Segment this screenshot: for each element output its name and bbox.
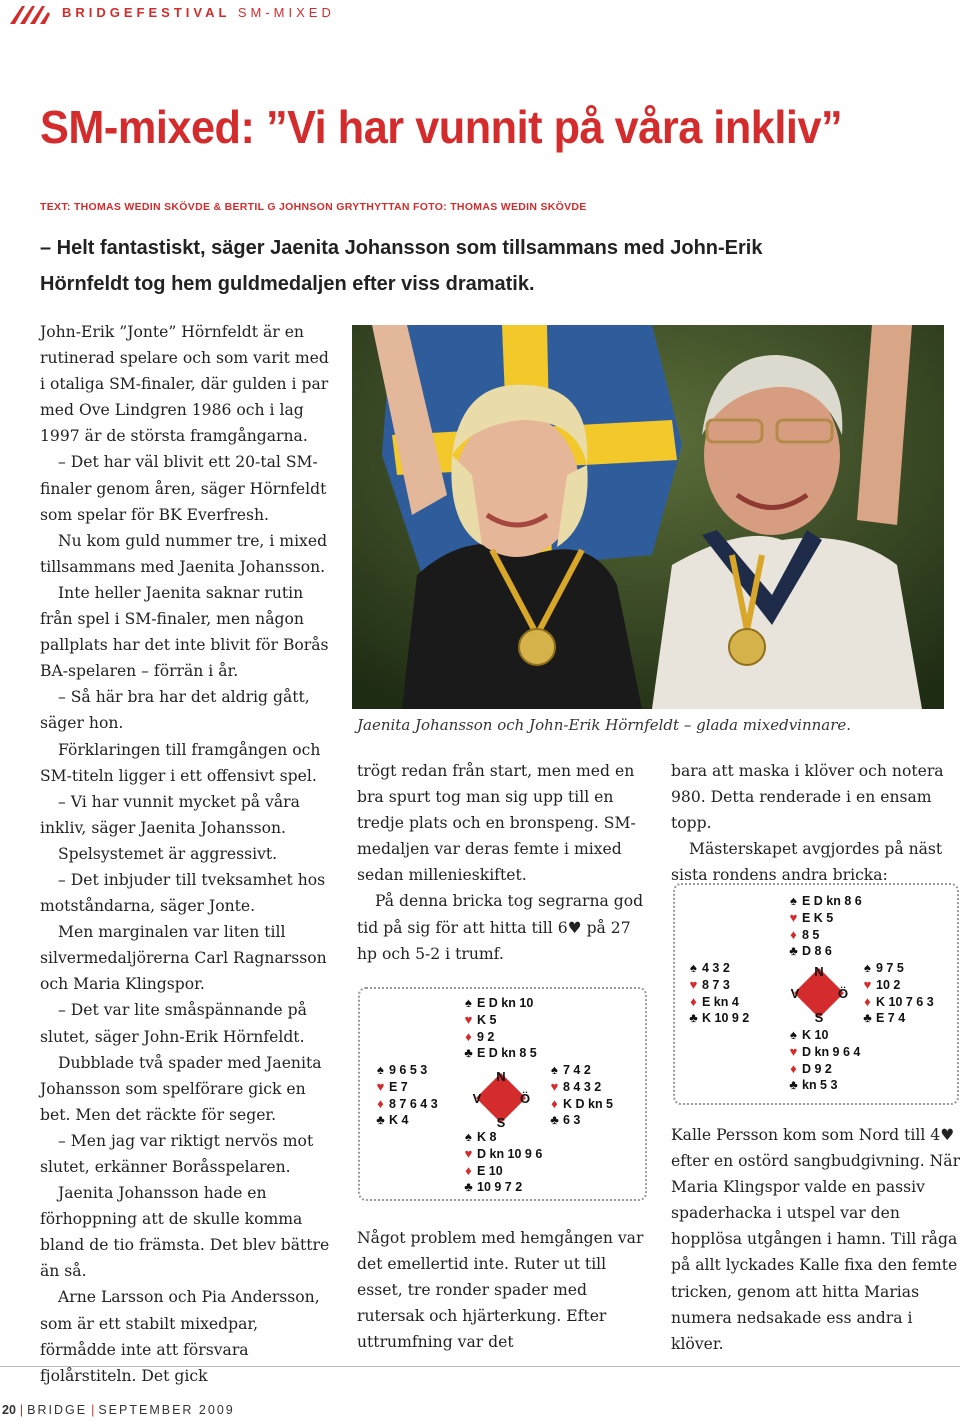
compass-north: N [496, 1069, 506, 1084]
compass-east: Ö [519, 1091, 531, 1106]
hand-north [785, 893, 862, 960]
paragraph: Spelsystemet är aggressivt. [58, 844, 278, 863]
paragraph: Men marginalen var liten till silvermedaljörerna Carl Ragnarsson och Maria Klingspor. [40, 923, 327, 994]
hand-south [785, 1027, 860, 1094]
cards-diamonds: D 9 2 [802, 1061, 832, 1076]
club-icon: ♣ [464, 1179, 473, 1195]
paragraph: John-Erik ”Jonte” Hörnfeldt är en rutinerad spelare och som varit med i otaliga SM-finaler, där gulden i par med Ove Lindgren 1986 och i lag 1997 är de största framgångarna. [40, 323, 329, 446]
cards-spades: 4 3 2 [702, 961, 730, 975]
cards-clubs: E D kn 8 5 [477, 1046, 537, 1061]
compass-east: Ö [837, 986, 849, 1001]
cards-clubs: E 7 4 [876, 1011, 906, 1026]
cards-spades: E D kn 10 [477, 996, 534, 1010]
paragraph: Mästerskapet avgjordes på näst sista rondens andra bricka: [671, 840, 943, 885]
footer-separator: | [19, 1403, 24, 1417]
diamond-icon: ♦ [465, 1162, 472, 1178]
cards-diamonds: 8 5 [802, 927, 820, 942]
cards-spades: K 8 [477, 1130, 497, 1144]
hand-south [460, 1129, 542, 1196]
paragraph: Dubblade två spader med Jaenita Johansson som spelförare gick en bet. Men det räckte för seger. [40, 1053, 322, 1124]
compass-south: S [496, 1115, 506, 1129]
diamond-icon: ♦ [465, 1028, 472, 1044]
section-name: BRIDGEFESTIVAL [62, 5, 231, 20]
hand-west [685, 960, 749, 1027]
cards-diamonds: 8 7 6 4 3 [389, 1096, 438, 1111]
paragraph: Jaenita Johansson hade en förhoppning att de skulle komma bland de tio främsta. Det blev bättre än så. [40, 1184, 330, 1281]
cards-diamonds: K 10 7 6 3 [876, 994, 934, 1009]
photo-illustration [352, 325, 944, 709]
cards-spades: E D kn 8 6 [802, 894, 862, 908]
body-column-1 [40, 319, 334, 1389]
cards-clubs: 6 3 [563, 1113, 581, 1128]
cards-clubs: kn 5 3 [802, 1078, 838, 1093]
photo-caption: Jaenita Johansson och John-Erik Hörnfeldt – glada mixedvinnare. [357, 716, 852, 734]
cards-hearts: 8 7 3 [702, 977, 730, 992]
spade-icon: ♠ [864, 960, 871, 975]
spade-icon: ♠ [465, 1129, 472, 1144]
paragraph: Kalle Persson kom som Nord till 4♥ efter en ostörd sangbudgivning. När Maria Klingspor valde en passiv spaderhacka i utspel var den hopplösa utgången i hamn. Till råga på allt lyckades Kalle fixa den femte tricken, genom att hitta Marias numera nedsakade ess andra i klöver. [671, 1126, 960, 1353]
issue-date: SEPTEMBER 2009 [98, 1403, 235, 1417]
paragraph: bara att maska i klöver och notera 980. Detta renderade i en ensam topp. [671, 762, 944, 833]
compass-west: V [790, 986, 800, 1001]
footer-separator: | [91, 1403, 95, 1417]
section-subname: SM-MIXED [237, 5, 335, 20]
club-icon: ♣ [863, 1010, 872, 1026]
paragraph: Nu kom guld nummer tre, i mixed tillsammans med Jaenita Johansson. [40, 531, 328, 576]
paragraph: – Det har väl blivit ett 20-tal SM-finaler genom åren, säger Hörnfeldt som spelar för BK Everfresh. [40, 453, 327, 524]
diamond-icon: ♦ [790, 926, 797, 942]
article-ingress: – Helt fantastiskt, säger Jaenita Johansson som tillsammans med John-Erik Hörnfeldt tog hem guldmedaljen efter viss dramatik. [40, 237, 763, 295]
cards-spades: 9 7 5 [876, 961, 904, 975]
footer-divider [0, 1366, 960, 1367]
club-icon: ♣ [689, 1010, 698, 1026]
page-number: 20 [2, 1403, 16, 1417]
club-icon: ♣ [464, 1045, 473, 1061]
cards-spades: 9 6 5 3 [389, 1063, 428, 1077]
paragraph: Inte heller Jaenita saknar rutin från spel i SM-finaler, men någon pallplats har det inte blivit för Borås BA-spelaren – förrän i år. [40, 583, 329, 681]
cards-hearts: E K 5 [802, 910, 834, 925]
paragraph: – Så här bra har det aldrig gått, säger hon. [40, 688, 310, 733]
cards-clubs: K 4 [389, 1113, 409, 1128]
article-title: SM-mixed: ”Vi har vunnit på våra inkliv” [40, 101, 843, 153]
cards-hearts: D kn 9 6 4 [802, 1044, 861, 1059]
body-column-3-continued [671, 1122, 960, 1357]
club-icon: ♣ [376, 1112, 385, 1128]
cards-diamonds: K D kn 5 [563, 1096, 614, 1111]
diamond-icon: ♦ [790, 1060, 797, 1076]
hand-east [859, 960, 934, 1027]
bridge-deal-1 [358, 987, 647, 1201]
cards-hearts: 8 4 3 2 [563, 1079, 602, 1094]
heart-icon: ♥ [464, 1011, 473, 1027]
spade-icon: ♠ [790, 1027, 797, 1042]
cards-diamonds: E 10 [477, 1163, 503, 1178]
spade-icon: ♠ [551, 1062, 558, 1077]
cards-diamonds: E kn 4 [702, 994, 739, 1009]
compass-south: S [814, 1010, 824, 1024]
spade-icon: ♠ [377, 1062, 384, 1077]
cards-hearts: E 7 [389, 1079, 408, 1094]
page-footer [2, 1403, 235, 1417]
heart-icon: ♥ [550, 1078, 559, 1094]
paragraph: trögt redan från start, men med en bra spurt tog man sig upp till en tredje plats och en bronspeng. SM-medaljen var deras femte i mixed sedan millenieskiftet. [357, 762, 636, 885]
cards-clubs: K 10 9 2 [702, 1011, 750, 1026]
cards-spades: 7 4 2 [563, 1063, 591, 1077]
paragraph: Arne Larsson och Pia Andersson, som är ett stabilt mixedpar, förmådde inte att försvara fjolårstiteln. Det gick [40, 1288, 320, 1385]
club-icon: ♣ [789, 943, 798, 959]
paragraph: – Men jag var riktigt nervös mot slutet, erkänner Boråsspelaren. [40, 1131, 314, 1176]
heart-icon: ♥ [789, 909, 798, 925]
hand-west [372, 1062, 438, 1129]
spade-icon: ♠ [465, 995, 472, 1010]
paragraph: Förklaringen till framgången och SM-titeln ligger i ett offensivt spel. [40, 740, 321, 785]
spade-icon: ♠ [690, 960, 697, 975]
body-column-2-continued [357, 1225, 649, 1355]
diamond-icon: ♦ [377, 1095, 384, 1111]
cards-hearts: 10 2 [876, 977, 901, 992]
hand-north [460, 995, 537, 1062]
cards-clubs: 10 9 7 2 [477, 1180, 523, 1195]
compass-west: V [472, 1091, 482, 1106]
club-icon: ♣ [550, 1112, 559, 1128]
spade-icon: ♠ [790, 893, 797, 908]
diamond-icon: ♦ [864, 993, 871, 1009]
magazine-name: BRIDGE [27, 1403, 88, 1417]
body-column-3 [671, 758, 960, 888]
compass-north: N [814, 964, 824, 979]
paragraph: Något problem med hemgången var det emellertid inte. Ruter ut till esset, tre ronder spader med rutersak och hjärterkung. Efter uttrumfning var det [357, 1229, 644, 1352]
bridge-deal-2 [673, 883, 959, 1105]
heart-icon: ♥ [689, 976, 698, 992]
compass-icon [470, 1067, 532, 1129]
paragraph: – Vi har vunnit mycket på våra inkliv, säger Jaenita Johansson. [40, 792, 300, 837]
club-icon: ♣ [789, 1077, 798, 1093]
paragraph: – Det inbjuder till tveksamhet hos motståndarna, säger Jonte. [40, 870, 326, 916]
heart-icon: ♥ [789, 1043, 798, 1059]
cards-clubs: D 8 6 [802, 944, 832, 959]
article-credits: TEXT: THOMAS WEDIN SKÖVDE & BERTIL G JOHNSON GRYTHYTTAN FOTO: THOMAS WEDIN SKÖVDE [40, 201, 587, 213]
heart-icon: ♥ [376, 1078, 385, 1094]
cards-hearts: D kn 10 9 6 [477, 1146, 543, 1161]
cards-diamonds: 9 2 [477, 1029, 495, 1044]
paragraph: På denna bricka tog segrarna god tid på sig för att hitta till 6♥ på 27 hp och 5-2 i trumf. [357, 892, 644, 963]
paragraph: – Det var lite småspännande på slutet, säger John-Erik Hörnfeldt. [40, 1001, 307, 1046]
diamond-icon: ♦ [690, 993, 697, 1009]
compass-icon [788, 962, 850, 1024]
heart-icon: ♥ [464, 1145, 473, 1161]
winners-photo [352, 325, 944, 709]
section-label [62, 5, 335, 20]
cards-hearts: K 5 [477, 1012, 497, 1027]
diamond-icon: ♦ [551, 1095, 558, 1111]
magazine-logo-icon [8, 4, 52, 26]
body-column-2 [357, 758, 649, 967]
heart-icon: ♥ [863, 976, 872, 992]
hand-east [546, 1062, 613, 1129]
cards-spades: K 10 [802, 1028, 829, 1042]
